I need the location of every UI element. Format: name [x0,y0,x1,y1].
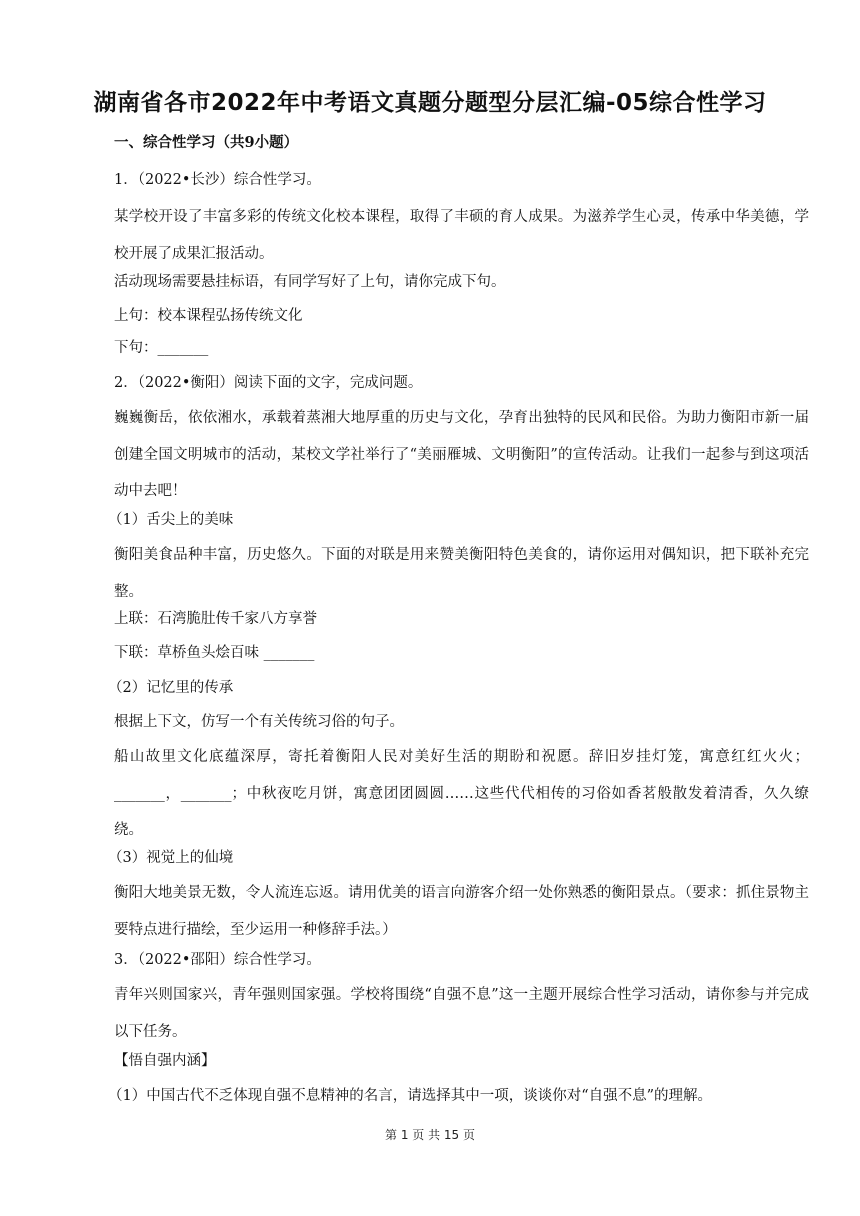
question-2-sub-1-paragraph: 衡阳美食品种丰富，历史悠久。下面的对联是用来赞美衡阳特色美食的，请你运用对偶知识，把下联补充完整。 [114,547,809,600]
question-2-upper-couplet: 上联：石湾脆肚传千家八方享誉 [114,611,317,627]
question-2-sub-3-paragraph: 衡阳大地美景无数，令人流连忘返。请用优美的语言向游客介绍一处你熟悉的衡阳景点。（要求：抓住景物主要特点进行描绘，至少运用一种修辞手法。） [114,885,809,938]
question-2-sub-2-paragraph: 船山故里文化底蕴深厚，寄托着衡阳人民对美好生活的期盼和祝愿。辞旧岁挂灯笼，寓意红红火火；_______，_______；中秋夜吃月饼，寓意团团圆圆……这些代代相传的习俗如香茗般散发着清香，久久缭绕。 [114,749,809,838]
question-1-lower-line: 下句：_______ [114,340,209,356]
question-2-lower-couplet: 下联：草桥鱼头烩百味 _______ [114,645,315,661]
section-heading: 一、综合性学习（共9小题） [114,134,299,151]
question-2-sub-3-heading: （3）视觉上的仙境 [108,850,234,866]
question-3-sub-1: （1）中国古代不乏体现自强不息精神的名言，请选择其中一项，谈谈你对“自强不息”的理解。 [108,1088,713,1104]
question-1-paragraph: 某学校开设了丰富多彩的传统文化校本课程，取得了丰硕的育人成果。为滋养学生心灵，传承中华美德，学校开展了成果汇报活动。 [114,209,809,262]
question-2-heading: 2．（2022•衡阳）阅读下面的文字，完成问题。 [114,375,423,391]
question-2-sub-2-instruction: 根据上下文，仿写一个有关传统习俗的句子。 [114,714,404,730]
page-footer: 第 1 页 共 15 页 [385,1128,475,1142]
document-title: 湖南省各市2022年中考语文真题分题型分层汇编-05综合性学习 [93,90,767,116]
question-2-paragraph: 巍巍衡岳，依依湘水，承载着蒸湘大地厚重的历史与文化，孕育出独特的民风和民俗。为助力衡阳市新一届创建全国文明城市的活动，某校文学社举行了“美丽雁城、文明衡阳”的宣传活动。让我们一起参与到这项活动中去吧！ [114,410,809,499]
question-3-heading: 3．（2022•邵阳）综合性学习。 [114,952,321,968]
question-3-paragraph: 青年兴则国家兴，青年强则国家强。学校将围绕“自强不息”这一主题开展综合性学习活动，请你参与并完成以下任务。 [114,987,809,1040]
question-2-sub-2-heading: （2）记忆里的传承 [108,680,234,696]
question-1-heading: 1．（2022•长沙）综合性学习。 [114,172,321,188]
question-2-sub-1-heading: （1）舌尖上的美味 [108,512,234,528]
question-1-instruction: 活动现场需要悬挂标语，有同学写好了上句，请你完成下句。 [114,274,506,290]
question-3-section-label: 【悟自强内涵】 [114,1053,216,1069]
question-1-upper-line: 上句：校本课程弘扬传统文化 [114,308,303,324]
